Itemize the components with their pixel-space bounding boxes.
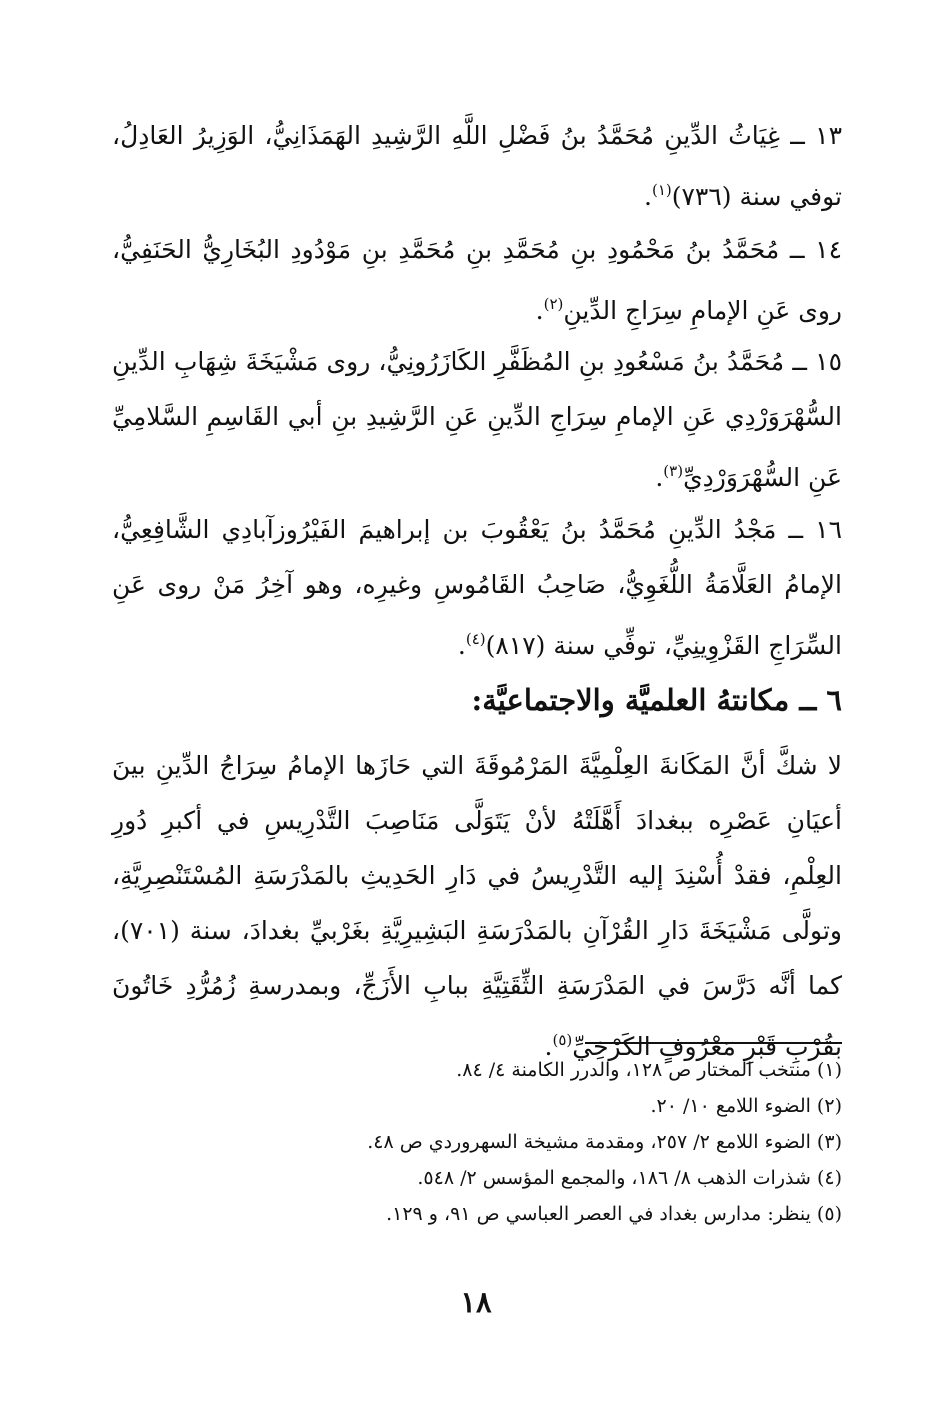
footnote-5: (٥) ينظر: مدارس بغداد في العصر العباسي ص ٩١، و ١٢٩. xyxy=(386,1203,842,1225)
footnote-ref[interactable]: (٢) xyxy=(543,295,564,313)
footnote-ref[interactable]: (٥) xyxy=(552,1031,573,1049)
entry-tail: . xyxy=(457,631,466,660)
page-number: ١٨ xyxy=(460,1285,492,1319)
entry-tail: . xyxy=(655,463,664,492)
entry-tail: . xyxy=(535,296,544,325)
entry-15 xyxy=(112,334,842,505)
entry-text: ١٤ ــ مُحَمَّدُ بنُ مَحْمُودِ بنِ مُحَمَّدِ بنِ مُحَمَّدِ بنِ مَوْدُودِ البُخَارِيُّ الحَنَفِيُّ، روى عَنِ الإمامِ سِرَاجِ الدِّينِ xyxy=(112,235,842,325)
footnote-4: (٤) شذرات الذهب ٨/ ١٨٦، والمجمع المؤسس ٢/ ٥٤٨. xyxy=(417,1167,842,1189)
section-paragraph xyxy=(112,738,842,1074)
section-heading: ٦ ــ مكانتهُ العلميَّة والاجتماعيَّة: xyxy=(471,683,842,717)
footnote-1: (١) منتخب المختار ص ١٢٨، والدرر الكامنة ٤/ ٨٤. xyxy=(456,1059,842,1081)
entry-text: ١٣ ــ غِيَاثُ الدِّينِ مُحَمَّدُ بنُ فَضْلِ اللَّهِ الرَّشِيدِ الهَمَذَانِيُّ، الوَزِيرُ العَادِلُ، توفي سنة (٧٣٦) xyxy=(112,121,842,211)
entry-14 xyxy=(112,222,842,338)
footnote-ref[interactable]: (١) xyxy=(651,181,672,199)
entry-13 xyxy=(112,108,842,224)
footnote-separator xyxy=(585,1042,842,1044)
paragraph-text: لا شكَّ أنَّ المَكَانةَ العِلْمِيَّةَ المَرْمُوقَةَ التي حَازَها الإمامُ سِرَاجُ الدِّينِ بينَ أعيَانِ عَصْرِه ببغدادَ أَهَّلَتْهُ لأنْ يَتَوَلَّى مَنَاصِبَ التَّدْرِيسِ في أكبرِ دُورِ العِلْمِ، فقدْ أُسْنِدَ إليه التَّدْرِيسُ في دَارِ الحَدِيثِ بالمَدْرَسَةِ المُسْتَنْصِرِيَّةِ، وتولَّى مَشْيَخَةَ دَارِ القُرْآنِ بالمَدْرَسَةِ البَشِيرِيَّةِ بغَرْبيِّ بغدادَ، سنة (٧٠١)، كما أنَّه دَرَّسَ في المَدْرَسَةِ الثِّقَتِيَّةِ ببابِ الأَزَجِّ، وبمدرسةِ زُمُرُّدِ خَاتُونَ بقُرْبِ قَبْرِ مَعْرُوفٍ الكَرْخِيِّ xyxy=(112,751,842,1061)
entry-text: ١٥ ــ مُحَمَّدُ بنُ مَسْعُودِ بنِ المُظَفَّرِ الكَازَرُونِيُّ، روى مَشْيَخَةَ شِهَابِ الدِّينِ السُّهْرَوَرْدِي عَنِ الإمامِ سِرَاجِ الدِّينِ عَنِ الرَّشِيدِ بنِ أبي القَاسِمِ السَّلامِيِّ عَنِ السُّهْرَوَرْدِيِّ xyxy=(112,347,842,492)
footnotes xyxy=(112,1052,842,1232)
footnote-ref[interactable]: (٤) xyxy=(465,630,486,648)
paragraph-tail: . xyxy=(544,1032,553,1061)
entry-tail: . xyxy=(644,182,652,211)
entry-16 xyxy=(112,502,842,673)
footnote-3: (٣) الضوء اللامع ٢/ ٢٥٧، ومقدمة مشيخة السهروردي ص ٤٨. xyxy=(367,1131,842,1153)
footnote-2: (٢) الضوء اللامع ١٠/ ٢٠. xyxy=(650,1095,842,1117)
entry-text: ١٦ ــ مَجْدُ الدِّينِ مُحَمَّدُ بنُ يَعْقُوبَ بن إبراهيمَ الفَيْرُوزآبادِي الشَّافِعِيُّ، الإمامُ العَلَّامَةُ اللُّغَوِيُّ، صَاحِبُ القَامُوسِ وغيرِه، وهو آخِرُ مَنْ روى عَنِ السِّرَاجِ القَزْوِينِيِّ، توفِّي سنة (٨١٧) xyxy=(112,515,842,660)
footnote-ref[interactable]: (٣) xyxy=(663,462,684,480)
